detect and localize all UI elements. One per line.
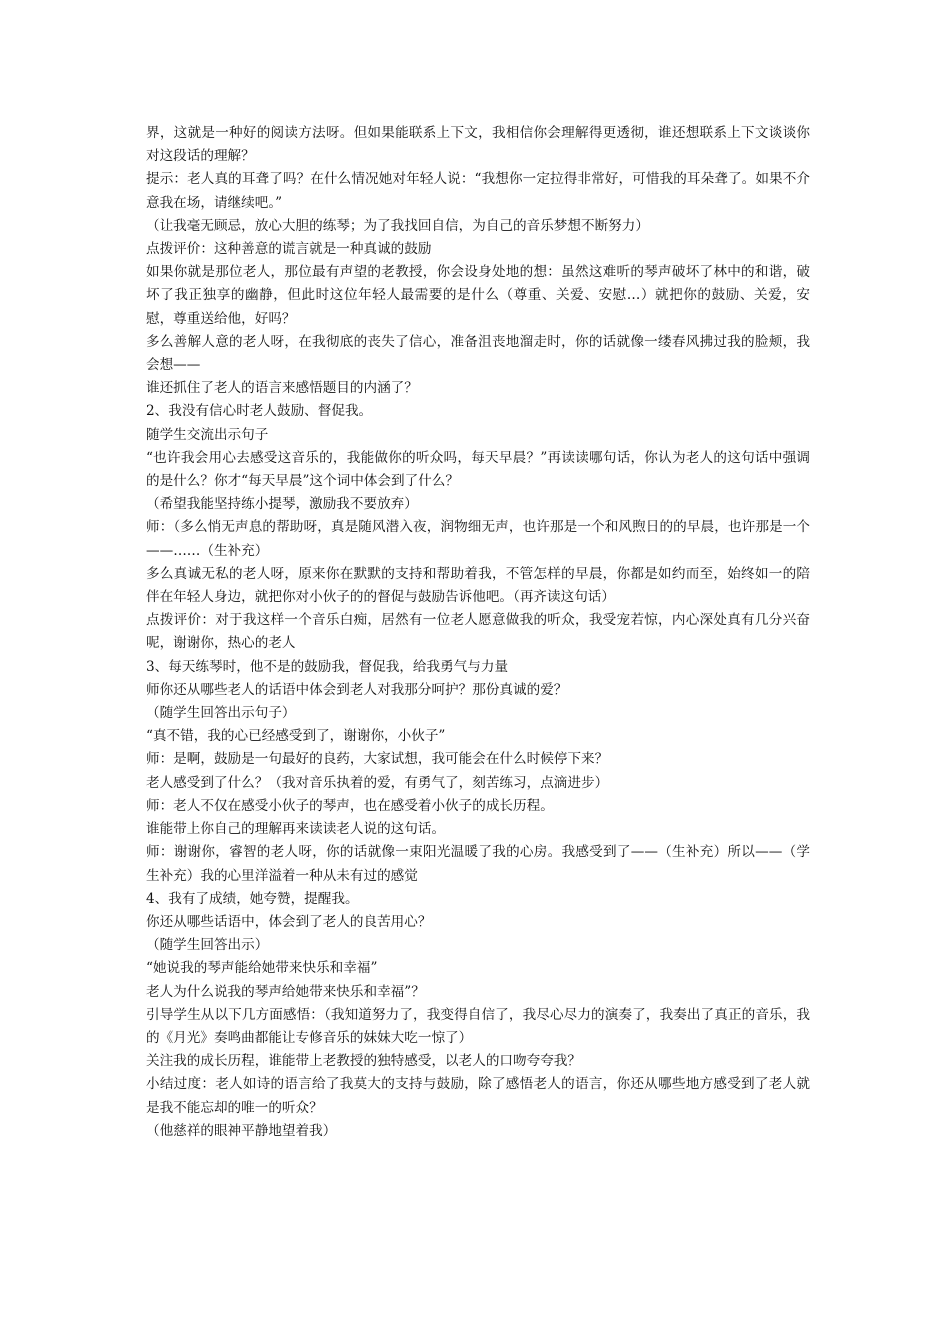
paragraph: 师：谢谢你，睿智的老人呀，你的话就像一束阳光温暖了我的心房。我感受到了——（生补充）所以——（学生补充）我的心里洋溢着一种从未有过的感觉 [146, 844, 810, 884]
paragraph: 你还从哪些话语中，体会到了老人的良苦用心？ [146, 913, 432, 930]
paragraph: 小结过度：老人如诗的语言给了我莫大的支持与鼓励，除了感悟老人的语言，你还从哪些地方感受到了老人就是我不能忘却的唯一的听众？ [146, 1076, 810, 1116]
paragraph: （随学生回答出示） [146, 937, 269, 954]
paragraph: 老人感受到了什么？（我对音乐执着的爱，有勇气了，刻苦练习，点滴进步） [146, 774, 609, 791]
paragraph: 点拨评价：这种善意的谎言就是一种真诚的鼓励 [146, 241, 432, 258]
paragraph: 谁还抓住了老人的语言来感悟题目的内涵了？ [146, 380, 418, 397]
paragraph: 师：老人不仅在感受小伙子的琴声，也在感受着小伙子的成长历程。 [146, 797, 554, 814]
paragraph: （让我毫无顾忌，放心大胆的练琴；为了我找回自信，为自己的音乐梦想不断努力） [146, 217, 649, 234]
paragraph: （希望我能坚持练小提琴，激励我不要放弃） [146, 496, 418, 513]
paragraph: （他慈祥的眼神平静地望着我） [146, 1122, 337, 1139]
paragraph: 师：（多么悄无声息的帮助呀，真是随风潜入夜，润物细无声，也许那是一个和风煦日的的早晨，也许那是一个——……（生补充） [146, 519, 810, 559]
paragraph: 老人为什么说我的琴声给她带来快乐和幸福”？ [146, 983, 425, 1000]
paragraph: 师你还从哪些老人的话语中体会到老人对我那分呵护？那份真诚的爱？ [146, 681, 568, 698]
paragraph: 界，这就是一种好的阅读方法呀。但如果能联系上下文，我相信你会理解得更透彻，谁还想联系上下文谈谈你对这段话的理解？ [146, 125, 810, 165]
document-body [146, 122, 810, 1143]
paragraph: 多么真诚无私的老人呀，原来你在默默的支持和帮助着我，不管怎样的早晨，你都是如约而至，始终如一的陪伴在年轻人身边，就把你对小伙子的的督促与鼓励告诉他吧。（再齐读这句话） [146, 565, 810, 606]
paragraph: （随学生回答出示句子） [146, 705, 296, 722]
paragraph: 师：是啊，鼓励是一句最好的良药，大家试想，我可能会在什么时候停下来？ [146, 751, 609, 768]
paragraph: 如果你就是那位老人，那位最有声望的老教授，你会设身处地的想：虽然这难听的琴声破坏了林中的和谐，破坏了我正独享的幽静，但此时这位年轻人最需要的是什么（尊重、关爱、安慰…）就把你的鼓励、关爱，安慰，尊重送给他，好吗？ [146, 264, 810, 327]
paragraph: 点拨评价：对于我这样一个音乐白痴，居然有一位老人愿意做我的听众，我受宠若惊，内心深处真有几分兴奋呢，谢谢你，热心的老人 [146, 612, 810, 652]
section-heading: 4、我有了成绩，她夸赞，提醒我。 [146, 890, 359, 907]
paragraph: “她说我的琴声能给她带来快乐和幸福” [146, 960, 378, 977]
paragraph: 关注我的成长历程，谁能带上老教授的独特感受，以老人的口吻夸夸我？ [146, 1053, 581, 1070]
paragraph: 谁能带上你自己的理解再来读读老人说的这句话。 [146, 821, 446, 838]
paragraph: 多么善解人意的老人呀，在我彻底的丧失了信心，准备沮丧地溜走时，你的话就像一缕春风拂过我的脸颊，我会想—— [146, 333, 810, 374]
section-heading: 2、我没有信心时老人鼓励、督促我。 [146, 403, 373, 420]
paragraph: 提示：老人真的耳聋了吗？在什么情况她对年轻人说：“我想你一定拉得非常好，可惜我的耳朵聋了。如果不介意我在场，请继续吧。” [146, 171, 810, 211]
paragraph: 随学生交流出示句子 [146, 426, 269, 443]
section-heading: 3、每天练琴时，他不是的鼓励我，督促我，给我勇气与力量 [146, 658, 509, 675]
paragraph: “真不错，我的心已经感受到了，谢谢你，小伙子” [146, 728, 446, 745]
paragraph: 引导学生从以下几方面感悟：（我知道努力了，我变得自信了，我尽心尽力的演奏了，我奏出了真正的音乐，我的《月光》奏鸣曲都能让专修音乐的妹妹大吃一惊了） [146, 1006, 810, 1046]
paragraph: “也许我会用心去感受这音乐的，我能做你的听众吗，每天早晨？”再读读哪句话，你认为老人的这句话中强调的是什么？你才“每天早晨”这个词中体会到了什么？ [146, 449, 810, 490]
